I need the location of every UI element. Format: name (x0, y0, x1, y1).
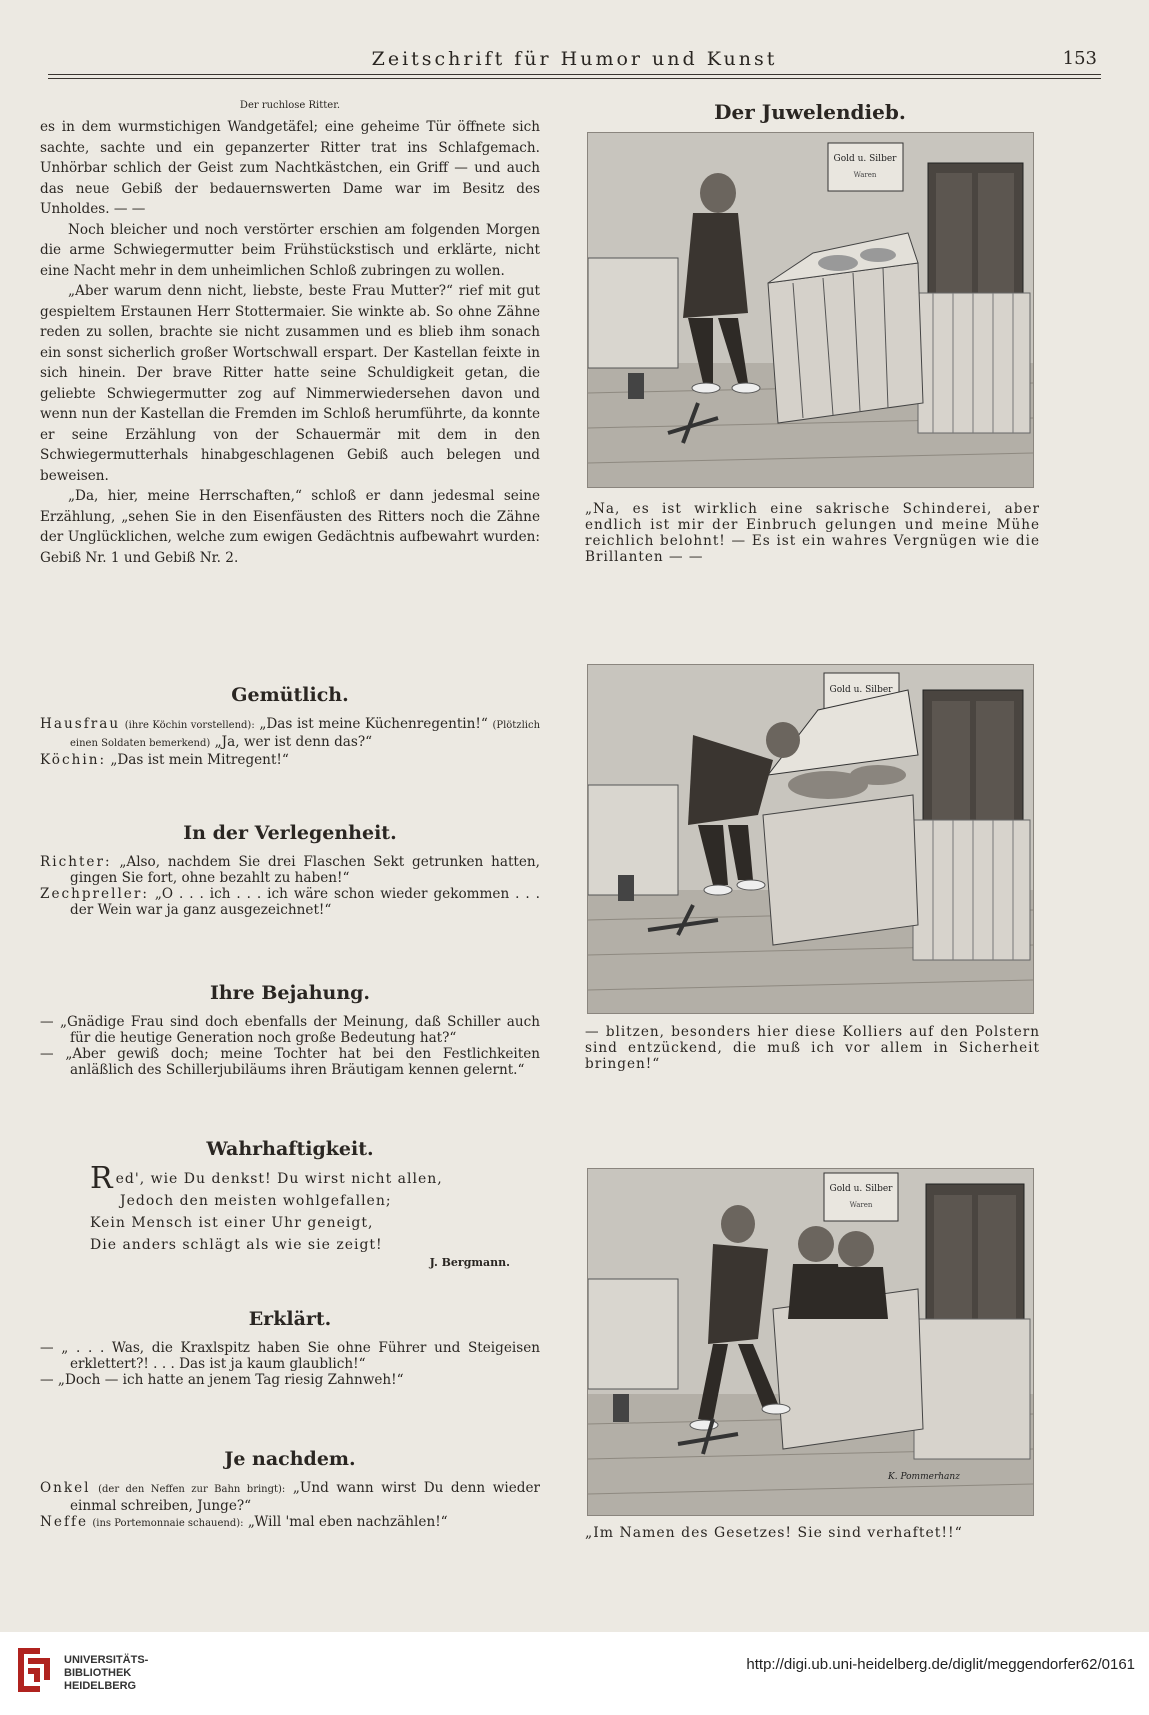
poem-author: J. Bergmann. (429, 1256, 510, 1269)
joke-line (40, 752, 540, 768)
poem-wahrhaftigkeit (40, 1138, 540, 1269)
poem-line: Red', wie Du denkst! Du wirst nicht allen, (90, 1161, 443, 1196)
speech: „Will 'mal eben nachzählen!“ (247, 1514, 448, 1530)
joke-line: — „Doch — ich hatte an jenem Tag riesig Zahnweh!“ (40, 1372, 404, 1388)
page-number: 153 (1062, 48, 1097, 69)
cartoon-drawing (588, 1169, 1033, 1515)
stage-note: (ins Portemonnaie schauend): (92, 1518, 244, 1529)
source-url-link[interactable]: http://digi.ub.uni-heidelberg.de/diglit/meggendorfer62/0161 (746, 1656, 1135, 1673)
joke-line (40, 854, 540, 886)
cartoon-caption-3: „Im Namen des Gesetzes! Sie sind verhaftet!!“ (585, 1525, 963, 1541)
shop-sign-text: Gold u. Silber (829, 685, 893, 695)
story-paragraph: „Da, hier, meine Herrschaften,“ schloß er dann jedesmal seine Erzählung, „sehen Sie in den Eisenfäusten des Ritters noch die Zähne der Unglücklichen, welche zum ewigen Gedächtnis aufbewahrt wurden: Gebiß Nr. 1 und Gebiß Nr. 2. (40, 488, 540, 566)
cartoon-drawing (588, 665, 1033, 1013)
joke-bejahung (40, 982, 540, 1078)
drop-initial: R (90, 1161, 114, 1196)
joke-je-nachdem (40, 1448, 540, 1532)
shop-sign-subtext: Waren (853, 171, 877, 179)
speech: „Also, nachdem Sie drei Flaschen Sekt getrunken hatten, gingen Sie fort, ohne bezahlt zu haben!“ (70, 854, 540, 886)
joke-title: Erklärt. (248, 1308, 332, 1330)
joke-title: Je nachdem. (224, 1448, 356, 1470)
story-paragraph: Noch bleicher und noch verstörter erschien am folgenden Morgen die arme Schwiegermutter beim Frühstückstisch und erklärte, nicht eine Nacht mehr in dem unheimlichen Schloß zubringen zu wollen. (40, 221, 540, 279)
stage-note: (Plötzlich einen Soldaten bemerkend) (70, 720, 541, 749)
poem-line: Die anders schlägt als wie sie zeigt! (90, 1237, 383, 1253)
poem-line: Kein Mensch ist einer Uhr geneigt, (90, 1215, 374, 1231)
running-header (48, 46, 1101, 74)
joke-verlegenheit (40, 822, 540, 918)
speaker: Hausfrau (40, 716, 121, 732)
joke-erklaert (40, 1308, 540, 1388)
story-subtitle: Der ruchlose Ritter. (239, 100, 341, 111)
joke-title: Ihre Bejahung. (209, 982, 371, 1004)
joke-line: — „Aber gewiß doch; meine Tochter hat bei den Festlichkeiten anläßlich des Schillerjubiläums ihren Bräutigam kennen gelernt.“ (40, 1046, 540, 1078)
library-name: UNIVERSITÄTS- BIBLIOTHEK HEIDELBERG (64, 1654, 149, 1692)
joke-line: — „Gnädige Frau sind doch ebenfalls der Meinung, daß Schiller auch für die heutige Generation noch große Bedeutung hat?“ (40, 1014, 540, 1046)
header-rule-thin (48, 78, 1101, 79)
cartoon-title: Der Juwelendieb. (714, 100, 906, 124)
speech: „Das ist meine Küchenregentin!“ (259, 716, 488, 732)
joke-line (40, 1514, 540, 1532)
cartoon-panel-3 (587, 1168, 1034, 1516)
speaker: Onkel (40, 1480, 91, 1496)
speaker: Neffe (40, 1514, 89, 1530)
header-rule (48, 74, 1101, 75)
journal-title: Zeitschrift für Humor und Kunst (371, 48, 778, 70)
speech: „Ja, wer ist denn das?“ (214, 734, 373, 750)
story-ruchloser-ritter (40, 100, 540, 568)
cartoon-caption-2: — blitzen, besonders hier diese Kolliers auf den Polstern sind entzückend, die muß ich vor allem in Sicherheit bringen!“ (585, 1024, 1040, 1072)
speech: „Und wann wirst Du denn wieder einmal schreiben, Junge?“ (70, 1480, 541, 1514)
shop-sign-subtext: Waren (849, 1201, 873, 1209)
shop-sign-text: Gold u. Silber (833, 154, 897, 164)
joke-line: — „ . . . Was, die Kraxlspitz haben Sie ohne Führer und Steigeisen erklettert?! . . . Das ist ja kaum glaublich!“ (40, 1340, 540, 1372)
poem-body (40, 1161, 540, 1256)
story-paragraph: es in dem wurmstichigen Wandgetäfel; eine geheime Tür öffnete sich sachte, sachte und ein gepanzerter Ritter trat ins Schlafgemach. Unhörbar schlich der Geist zum Nachtkästchen, ein Griff — und auch das neue Gebiß der bedauernswerten Dame war im Besitz des Unholdes. — — (40, 119, 540, 217)
poem-title: Wahrhaftigkeit. (206, 1138, 374, 1160)
joke-gemuetlich (40, 684, 540, 768)
joke-line (40, 716, 540, 752)
poem-line: Jedoch den meisten wohlgefallen; (120, 1193, 392, 1209)
speaker: Richter: (40, 854, 112, 870)
cartoon-panel-2 (587, 664, 1034, 1014)
story-paragraph: „Aber warum denn nicht, liebste, beste Frau Mutter?“ rief mit gut gespieltem Erstaunen Herr Stottermaier. Sie winkte ab. So ohne Zähne reden zu sollen, brachte sie nicht zusammen und es blieb ihm sonach ein sonst sicherlich großer Wortschwall erspart. Der Kastellan feixte in sich hinein. Der brave Ritter hatte seine Schuldigkeit getan, die geliebte Schwiegermutter zog auf Nimmerwiedersehen davon und wenn nun der Kastellan die Fremden im Schloß herumführte, da konnte er seine Erzählung von der Schauermär mit dem in den Schwiegermutterhals hinabgeschlagenen Gebiß auch belegen und beweisen. (40, 283, 540, 484)
joke-title: Gemütlich. (231, 684, 349, 706)
speaker: Köchin: (40, 752, 107, 768)
joke-line (40, 886, 540, 918)
joke-line (40, 1480, 540, 1514)
cartoon-drawing (588, 133, 1033, 487)
stage-note: (ihre Köchin vorstellend): (124, 720, 255, 731)
artist-signature: K. Pommerhanz (888, 1472, 960, 1482)
speaker: Zechpreller: (40, 886, 149, 902)
stage-note: (der den Neffen zur Bahn bringt): (98, 1484, 286, 1495)
cartoon-panel-1 (587, 132, 1034, 488)
speech: „O . . . ich . . . ich wäre schon wieder gekommen . . . der Wein war ja ganz ausgezeichnet!“ (70, 886, 540, 918)
library-logo-icon (14, 1642, 54, 1697)
joke-title: In der Verlegenheit. (183, 822, 397, 844)
library-footer (0, 1632, 1149, 1715)
speech: „Das ist mein Mitregent!“ (110, 752, 289, 768)
cartoon-caption-1: „Na, es ist wirklich eine sakrische Schinderei, aber endlich ist mir der Einbruch gelungen und meine Mühe reichlich belohnt! — Es ist ein wahres Vergnügen wie die Brillanten — — (585, 501, 1040, 565)
shop-sign-text: Gold u. Silber (829, 1184, 893, 1194)
